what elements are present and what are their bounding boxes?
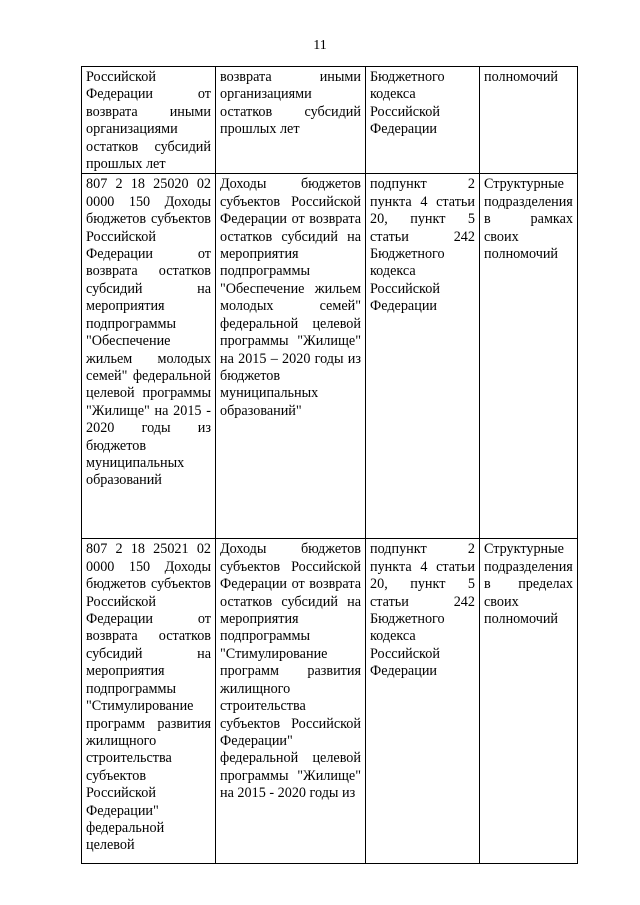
table-row <box>82 539 578 864</box>
table-cell-responsible <box>480 67 578 174</box>
page-number: 11 <box>313 38 327 53</box>
cell-text: Структурные подразделения в рамках своих полномочий <box>484 176 573 263</box>
cell-text: Доходы бюджетов субъектов Российской Федерации от возврата остатков субсидий на мероприятия подпрограммы "Стимулирование программ развития жилищного строительства субъектов Российской Федерации" федеральной целевой программы "Жилище" на 2015 - 2020 годы из <box>220 541 361 802</box>
cell-text: Доходы бюджетов субъектов Российской Федерации от возврата остатков субсидий на мероприятия подпрограммы "Обеспечение жильем молодых семей" федеральной целевой программы "Жилище" на 2015 – 2020 годы из бюджетов муниципальных образований" <box>220 176 361 419</box>
cell-text: полномочий <box>484 69 559 85</box>
cell-text: Структурные подразделения в пределах своих полномочий <box>484 541 573 628</box>
table-cell-responsible <box>480 539 578 864</box>
table-cell-legal-basis <box>366 174 480 539</box>
table-cell-income-name <box>216 174 366 539</box>
cell-text: Бюджетного кодекса Российской Федерации <box>370 69 445 138</box>
cell-text: 807 2 18 25021 02 0000 150 Доходы бюджетов субъектов Российской Федерации от возврата остатков субсидий на мероприятия подпрограммы "Стимулирование программ развития жилищного строительства субъектов Российской Федерации" федеральной целевой <box>86 541 211 854</box>
cell-text: подпункт 2 пункта 4 статьи 20, пункт 5 статьи 242 Бюджетного кодекса Российской Федерации <box>370 541 475 680</box>
cell-text: подпункт 2 пункта 4 статьи 20, пункт 5 статьи 242 Бюджетного кодекса Российской Федерации <box>370 176 475 315</box>
table-cell-responsible <box>480 174 578 539</box>
table-row <box>82 174 578 539</box>
cell-text: Российской Федерации от возврата иными организациями остатков субсидий прошлых лет <box>86 69 211 173</box>
cell-text: 807 2 18 25020 02 0000 150 Доходы бюджетов субъектов Российской Федерации от возврата остатков субсидий на мероприятия подпрограммы "Обеспечение жильем молодых семей" федеральной целевой программы "Жилище" на 2015 - 2020 годы из бюджетов муниципальных образований <box>86 176 211 489</box>
table-cell-legal-basis <box>366 539 480 864</box>
table-cell-income-name <box>216 67 366 174</box>
table-cell-income-name <box>216 539 366 864</box>
table-cell-legal-basis <box>366 67 480 174</box>
table-cell-code-description <box>82 174 216 539</box>
table-cell-code-description <box>82 539 216 864</box>
income-codes-table <box>81 66 578 864</box>
table-cell-code-description <box>82 67 216 174</box>
table-row <box>82 67 578 174</box>
cell-text: возврата иными организациями остатков субсидий прошлых лет <box>220 69 361 138</box>
